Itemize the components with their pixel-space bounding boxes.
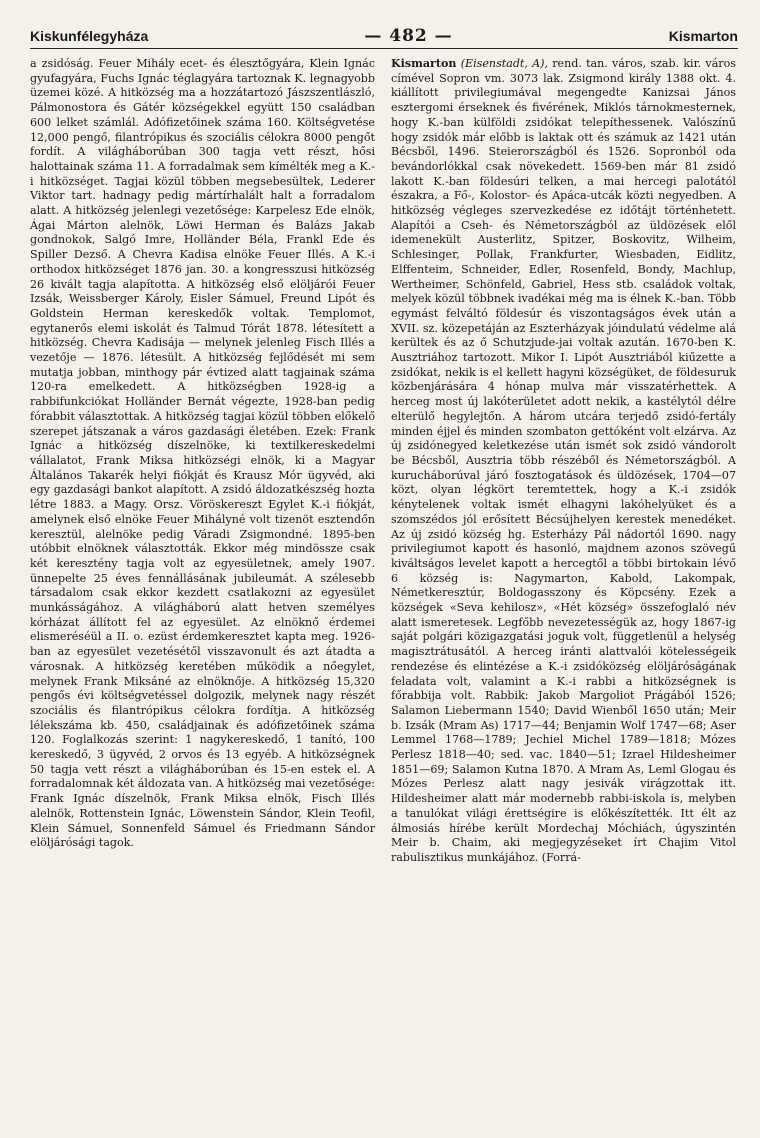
right-column-text: rend. tan. város, szab. kir. város címével Sopron vm. 3073 lak. Zsigmond király 1388 okt. 4. kiállított privilegiumával megengedte Kanizsai János esztergomi érseknek és fivérének, Miklós tárnokmesternek, hogy K.-ban külföldi zsidókat telepíthessenek. Valószínű hogy zsidók már előbb is laktak ott és számuk az 1421 után Bécsből, 1496. Steierországból és 1526. Sopronból oda bevándorlókkal csak növekedett. 1569-ben már 81 zsidó lakott K.-ban földesúri telken, a mai hercegi palotától északra, a Fő-, Kolostor- és Apáca-utcák közti negyedben. A hitközség végleges szervezkedése ez időtájt történhetett. Alapítói a Cseh- és Németországból az üldözések elől idemenekült Austerlitz, Spitzer, Boskovitz, Wilheim, Schlesinger, Pollak, Frankfurter, Wiesbaden, Eidlitz, Elffenteim, Schneider, Edler, Rosenfeld, Bondy, Machlup, Wertheimer, Schönfeld, Gabriel, Hess stb. családok voltak, melyek közül többnek ivadékai még ma is élnek K.-ban. Több egymást felváltó földesúr és viszontagságos évek után a XVII. sz. közepetáján az Eszterházyak jóindulatú védelme alá kerültek és az ő Schutzjude-jai voltak azután. 1670-ben K. Ausztriához tartozott. Mikor I. Lipót Ausztriából kiűzette a zsidókat, nekik is el kellett hagyni községüket, de földesuruk közbenjárására 4 hónap mulva már visszatérhettek. A herceg most új lakóterületet adott nekik, a kastélytól délre elterülő hegylejtőn. A három utcára terjedő zsidó-fertály minden éjjel és minden szombaton gettóként volt elzárva. Az új zsidónegyed keletkezése után ismét sok zsidó vándorolt be Bécsből, Ausztria több részéből és Németországból. A kurucháborúval járó fosztogatások és üldözések, 1704—07 közt, olyan légkört teremtettek, hogy a K.-i zsidók kénytelenek voltak ismét elhagyni lakóhelyüket és a szomszédos jól erősített Bécsújhelyen kerestek menedéket. Az új zsidó község hg. Esterházy Pál nádortól 1690. nagy privilegiumot kapott és hasonló, majdnem azonos szövegű kiváltságos levelet kapott a hercegtől a többi birtokain lévő 6 község is: Nagymarton, Kabold, Lakompak, Németkeresztúr, Boldogasszony és Köpcsény. Ezek a községek «Seva kehilosz», «Hét község» összefoglaló név alatt ismeretesek. Legfőbb nevezetességük az, hogy 1867-ig saját polgári közigazgatási joguk volt, függetlenül a helység magisztrátusától. A herceg iránti alattvalói kötelességeik rendezése és elintézése a K.-i zsidóközség elöljáróságának feladata volt, valamint a K.-i rabbi a hitközségnek is főrabbija volt. Rabbik: Jakob Margoliot Prágából 1526; Salamon Liebermann 1540; David Wienből 1650 után; Meir b. Izsák (Mram As) 1717—44; Benjamin Wolf 1747—68; Aser Lemmel 1768—1789; Jechiel Michel 1789—1818; Mózes Perlesz 1818—40; sed. vac. 1840—51; Izrael Hildesheimer 1851—69; Salamon Kutna 1870. A Mram As, Leml Glogau és Mózes Perlesz alatt nagy jesivák virágzottak itt. Hildesheimer alatt már modernebb rabbi-iskola is, melyben a tanulókat világi érettségire is előkészítették. Itt élt az álmosiás hírébe került Mordechaj Móchiách, úgyszintén Meir b. Chaim, aki megjegyzéseket írt Chajim Vitol rabulisztikus munkájához. (Forrá- xyxy=(391,57,736,864)
page-number: — 482 — xyxy=(364,26,453,46)
running-header xyxy=(30,26,738,49)
left-column-text: a zsidóság. Feuer Mihály ecet- és élesztőgyára, Klein Ignác gyufagyára, Fuchs Ignác téglagyára tartoznak K. legnagyobb üzemei közé. A hitközség ma a hozzátartozó Jászszentlászló, Pálmonostora és Gátér községekkel együtt 150 családban 600 lelket számlál. Adófizetőinek száma 160. Költségvetése 12,000 pengő, filantrópikus és szociális célokra 8000 pengőt fordít. A világháborúban 300 tagja vett részt, hősi halottainak száma 11. A forradalmak sem kímélték meg a K.-i hitközséget. Tagjai közül többen megsebesültek, Lederer Viktor tart. hadnagy pedig mártírhalált halt a forradalom alatt. A hitközség jelenlegi vezetősége: Karpelesz Ede elnök, Ágai Márton alelnök, Löwi Herman és Balázs Jakab gondnokok, Salgó Imre, Holländer Béla, Frankl Ede és Spiller Dezső. A Chevra Kadisa elnöke Feuer Illés. A K.-i orthodox hitközséget 1876 jan. 30. a kongresszusi hitközség 26 kivált tagja alapította. A hitközség első elöljárói Feuer Izsák, Weissberger Károly, Eisler Sámuel, Freund Lipót és Goldstein Herman kereskedők voltak. Templomot, egytanerős elemi iskolát és Talmud Tórát 1878. létesített a hitközség. Chevra Kadisája — melynek jelenleg Fisch Illés a vezetője — 1876. létesült. A hitközség fejlődését mi sem mutatja jobban, minthogy pár évtized alatt tagjainak száma 120-ra emelkedett. A hitközségben 1928-ig a rabbifunkciókat Holländer Bernát végezte, 1928-ban pedig fórabbit választottak. A hitközség tagjai közül többen előkelő szerepet játszanak a város gazdasági életében. Ezek: Frank Ignác a hitközség díszelnöke, ki textilkereskedelmi vállalatot, Frank Miksa hitközségi elnök, ki a Magyar Általános Takarék helyi fiókját és Krausz Mór ügyvéd, aki egy gazdasági bankot alapított. A zsidó áldozatkészség hozta létre 1883. a Magy. Orsz. Vöröskereszt Egylet K.-i fiókját, amelynek első elnöke Feuer Mihályné volt tizenöt esztendőn keresztül, alelnöke pedig Váradi Zsigmondné. 1895-ben utóbbit elnöknek választották. Ekkor még mindössze csak két keresztény tagja volt az egyesületnek, amely 1907. ünnepelte 25 éves fennállásának jubileumát. A szélesebb társadalom csak ekkor kezdett csatlakozni az egyesület munkásságához. A világháború alatt hetven személyes kórházat állított fel az egyesület. Az elnöknő érdemei elismeréséül a II. o. ezüst érdemkeresztet kapta meg. 1926-ban az egyesület vezetésétől visszavonult és azt átadta a városnak. A hitközség keretében működik a nőegylet, melynek Frank Miksáné az elnöknője. A hitközség 15,320 pengős évi költségvetéssel dolgozik, melynek nagy részét szociális és filantrópikus célokra fordítja. A hitközség lélekszáma kb. 450, családjainak és adófizetőinek száma 120. Foglalkozás szerint: 1 nagykereskedő, 1 tanító, 100 kereskedő, 3 ügyvéd, 2 orvos és 13 egyéb. A hitközségnek 50 tagja vett részt a világháborúban és 15-en estek el. A forradalomnak két áldozata van. A hitközség mai vezetősége: Frank Ignác díszelnök, Frank Miksa elnök, Fisch Illés alelnök, Rottenstein Ignác, Löwenstein Sándor, Klein Teofil, Klein Sámuel, Sonnenfeld Sámuel és Friedmann Sándor elöljárósági tagok. xyxy=(30,57,375,850)
entry-title: Kismarton xyxy=(391,57,457,70)
entry-paragraph xyxy=(391,57,736,866)
text-columns xyxy=(30,57,738,866)
entry-alt-name: (Eisenstadt, A), xyxy=(460,57,548,70)
header-right-keyword: Kismarton xyxy=(668,28,738,44)
left-column xyxy=(30,57,375,866)
right-column xyxy=(391,57,736,866)
header-left-keyword: Kiskunfélegyháza xyxy=(30,28,149,44)
